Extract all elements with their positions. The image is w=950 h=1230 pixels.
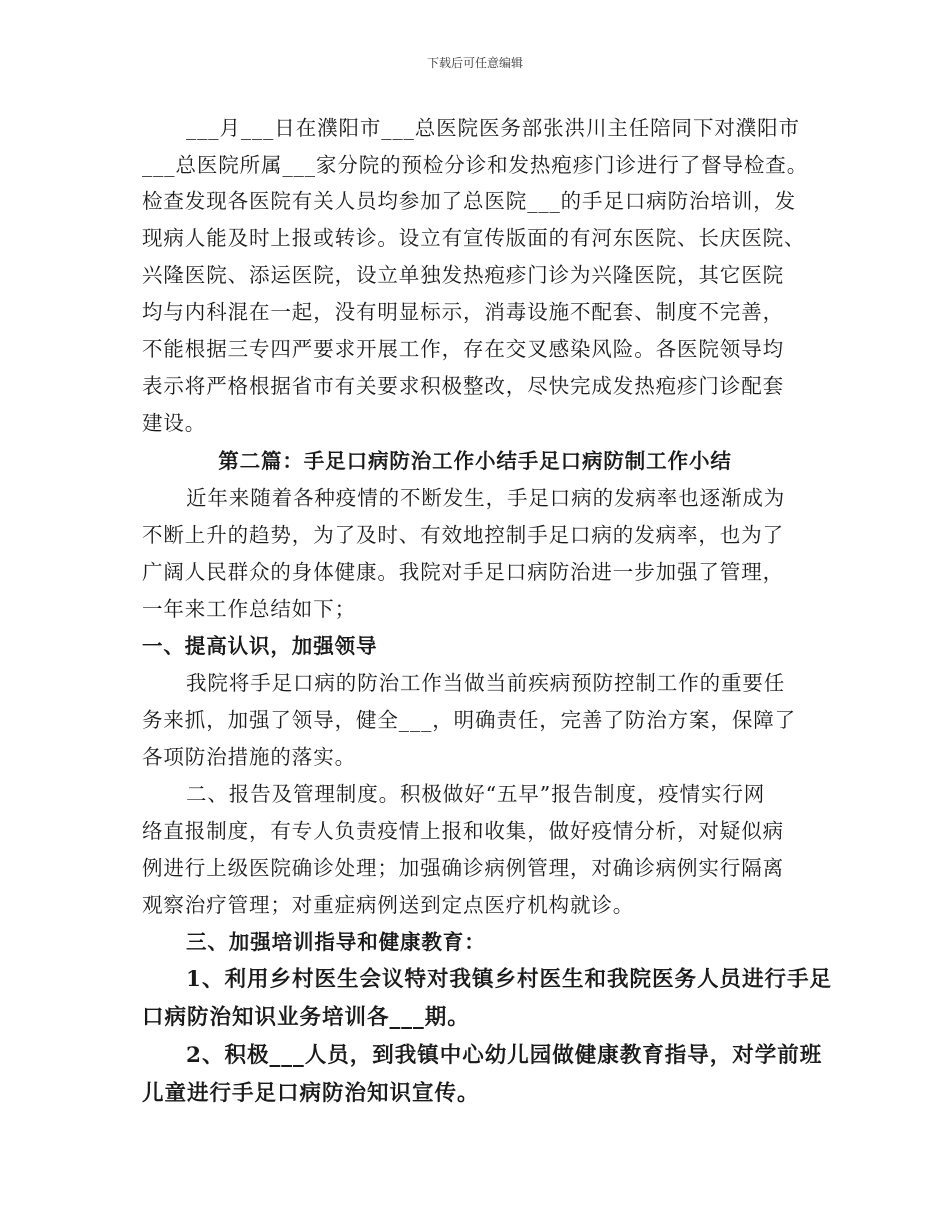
section-title: 第二篇：手足口病防治工作小结手足口病防制工作小结 bbox=[218, 449, 732, 473]
paragraph-line: 检查发现各医院有关人员均参加了总医院___的手足口病防治培训，发 bbox=[142, 189, 797, 213]
paragraph-line: ___月___日在濮阳市___总医院医务部张洪川主任陪同下对濮阳市 bbox=[186, 116, 800, 140]
paragraph-line: 络直报制度，有专人负责疫情上报和收集，做好疫情分析，对疑似病 bbox=[142, 819, 784, 843]
paragraph-line: 不能根据三专四严要求开展工作，存在交叉感染风险。各医院领导均 bbox=[142, 337, 784, 361]
paragraph-line: 均与内科混在一起，没有明显标示，消毒设施不配套、制度不完善， bbox=[142, 300, 784, 324]
paragraph-line: ___总医院所属___家分院的预检分诊和发热疱疹门诊进行了督导检查。 bbox=[142, 153, 809, 177]
paragraph-line: 观察治疗管理；对重症病例送到定点医疗机构就诊。 bbox=[142, 893, 635, 917]
paragraph-line: 不断上升的趋势，为了及时、有效地控制手足口病的发病率，也为了 bbox=[142, 523, 784, 547]
paragraph-line: 二、报告及管理制度。积极做好“五早”报告制度，疫情实行网 bbox=[186, 782, 766, 806]
paragraph-line: 建设。 bbox=[142, 411, 207, 435]
subheading: 三、加强培训指导和健康教育： bbox=[186, 930, 486, 954]
paragraph-line: 表示将严格根据省市有关要求积极整改，尽快完成发热疱疹门诊配套 bbox=[142, 374, 784, 398]
paragraph-line: 务来抓，加强了领导，健全___，明确责任，完善了防治方案，保障了 bbox=[142, 708, 797, 732]
paragraph-line: 兴隆医院、添运医院，设立单独发热疱疹门诊为兴隆医院，其它医院 bbox=[142, 263, 784, 287]
list-item: 2、积极___人员，到我镇中心幼儿园做健康教育指导，对学前班 bbox=[186, 1043, 823, 1068]
paragraph-line: 我院将手足口病的防治工作当做当前疾病预防控制工作的重要任 bbox=[186, 671, 786, 695]
paragraph-line: 现病人能及时上报或转诊。设立有宣传版面的有河东医院、长庆医院、 bbox=[142, 226, 806, 250]
paragraph-line: 近年来随着各种疫情的不断发生，手足口病的发病率也逐渐成为 bbox=[186, 486, 786, 510]
paragraph-line: 各项防治措施的落实。 bbox=[142, 745, 356, 769]
page-header: 下载后可任意编辑 bbox=[426, 56, 523, 70]
subheading: 一、提高认识，加强领导 bbox=[142, 634, 378, 658]
paragraph-line: 例进行上级医院确诊处理；加强确诊病例管理，对确诊病例实行隔离 bbox=[142, 856, 784, 880]
paragraph-line: 一年来工作总结如下； bbox=[142, 597, 356, 621]
list-item-continued: 口病防治知识业务培训各___期。 bbox=[142, 1005, 470, 1030]
list-item: 1、利用乡村医生会议特对我镇乡村医生和我院医务人员进行手足 bbox=[186, 967, 832, 992]
paragraph-line: 广阔人民群众的身体健康。我院对手足口病防治进一步加强了管理， bbox=[142, 560, 784, 584]
list-item-continued: 儿童进行手足口病防治知识宣传。 bbox=[142, 1081, 480, 1106]
